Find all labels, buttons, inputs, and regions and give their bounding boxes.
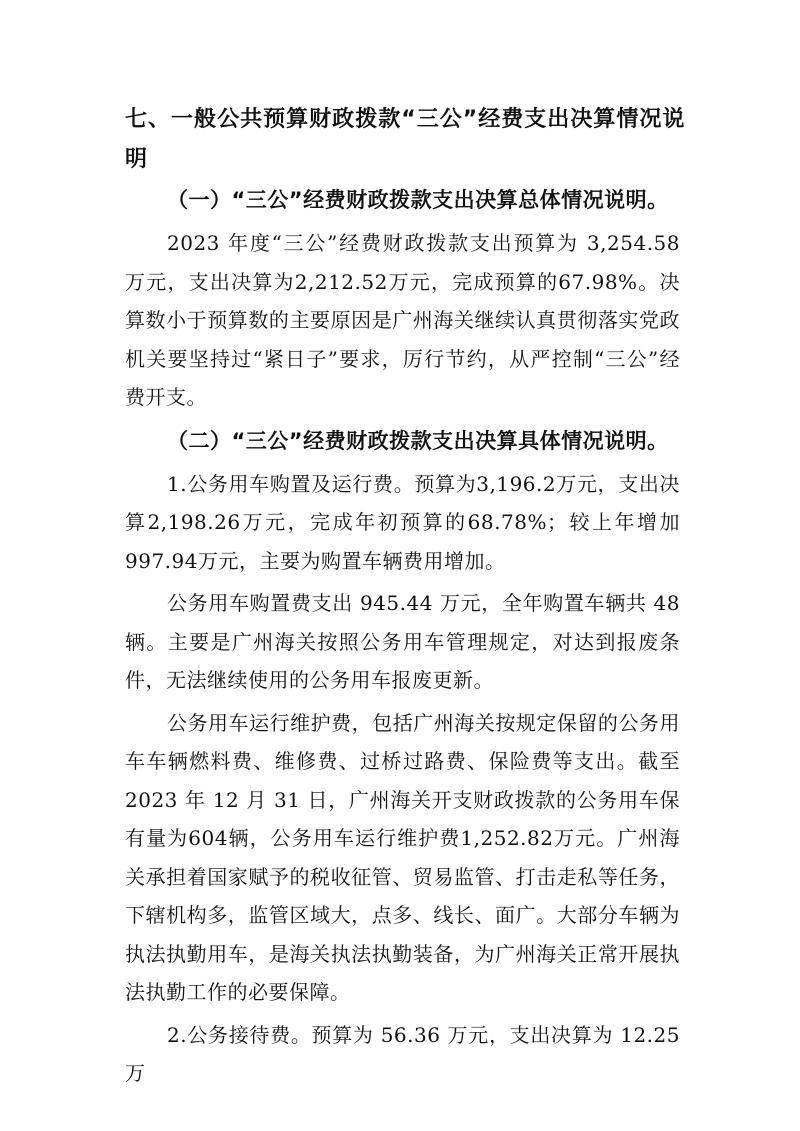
paragraph-vehicle-maintenance: 公务用车运行维护费，包括广州海关按规定保留的公务用车车辆燃料费、维修费、过桥过路费、保险费等支出。截至 2023 年 12 月 31 日，广州海关开支财政拨款的公务用车保有量为604辆，公务用车运行维护费1,252.82万元。广州海关承担着国家赋予的税收征管、贸易监管、打击走私等任务，下辖机构多，监管区域大，点多、线长、面广。大部分车辆为执法执勤用车，是海关执法执勤装备，为广州海关正常开展执法执勤工作的必要保障。 [125,710,680,1004]
paragraph-vehicle-costs: 1.公务用车购置及运行费。预算为3,196.2万元，支出决算2,198.26万元，完成年初预算的68.78%；较上年增加997.94万元，主要为购置车辆费用增加。 [125,471,680,573]
paragraph-reception-costs: 2.公务接待费。预算为 56.36 万元，支出决算为 12.25 万 [125,1022,680,1085]
page-title: 七、一般公共预算财政拨款“三公”经费支出决算情况说明 [125,107,685,172]
document-body [125,180,680,1097]
paragraph-vehicle-purchase: 公务用车购置费支出 945.44 万元，全年购置车辆共 48 辆。主要是广州海关按照公务用车管理规定，对达到报废条件，无法继续使用的公务用车报废更新。 [125,591,680,692]
section-heading-details: （二）“三公”经费财政拨款支出决算具体情况说明。 [167,428,669,453]
section-heading-overall: （一）“三公”经费财政拨款支出决算总体情况说明。 [167,188,669,212]
paragraph-overall-summary: 2023 年度“三公”经费财政拨款支出预算为 3,254.58 万元，支出决算为2,212.52万元，完成预算的67.98%。决算数小于预算数的主要原因是广州海关继续认真贯彻落实党政机关要坚持过“紧日子”要求，厉行节约，从严控制“三公”经费开支。 [125,231,680,409]
